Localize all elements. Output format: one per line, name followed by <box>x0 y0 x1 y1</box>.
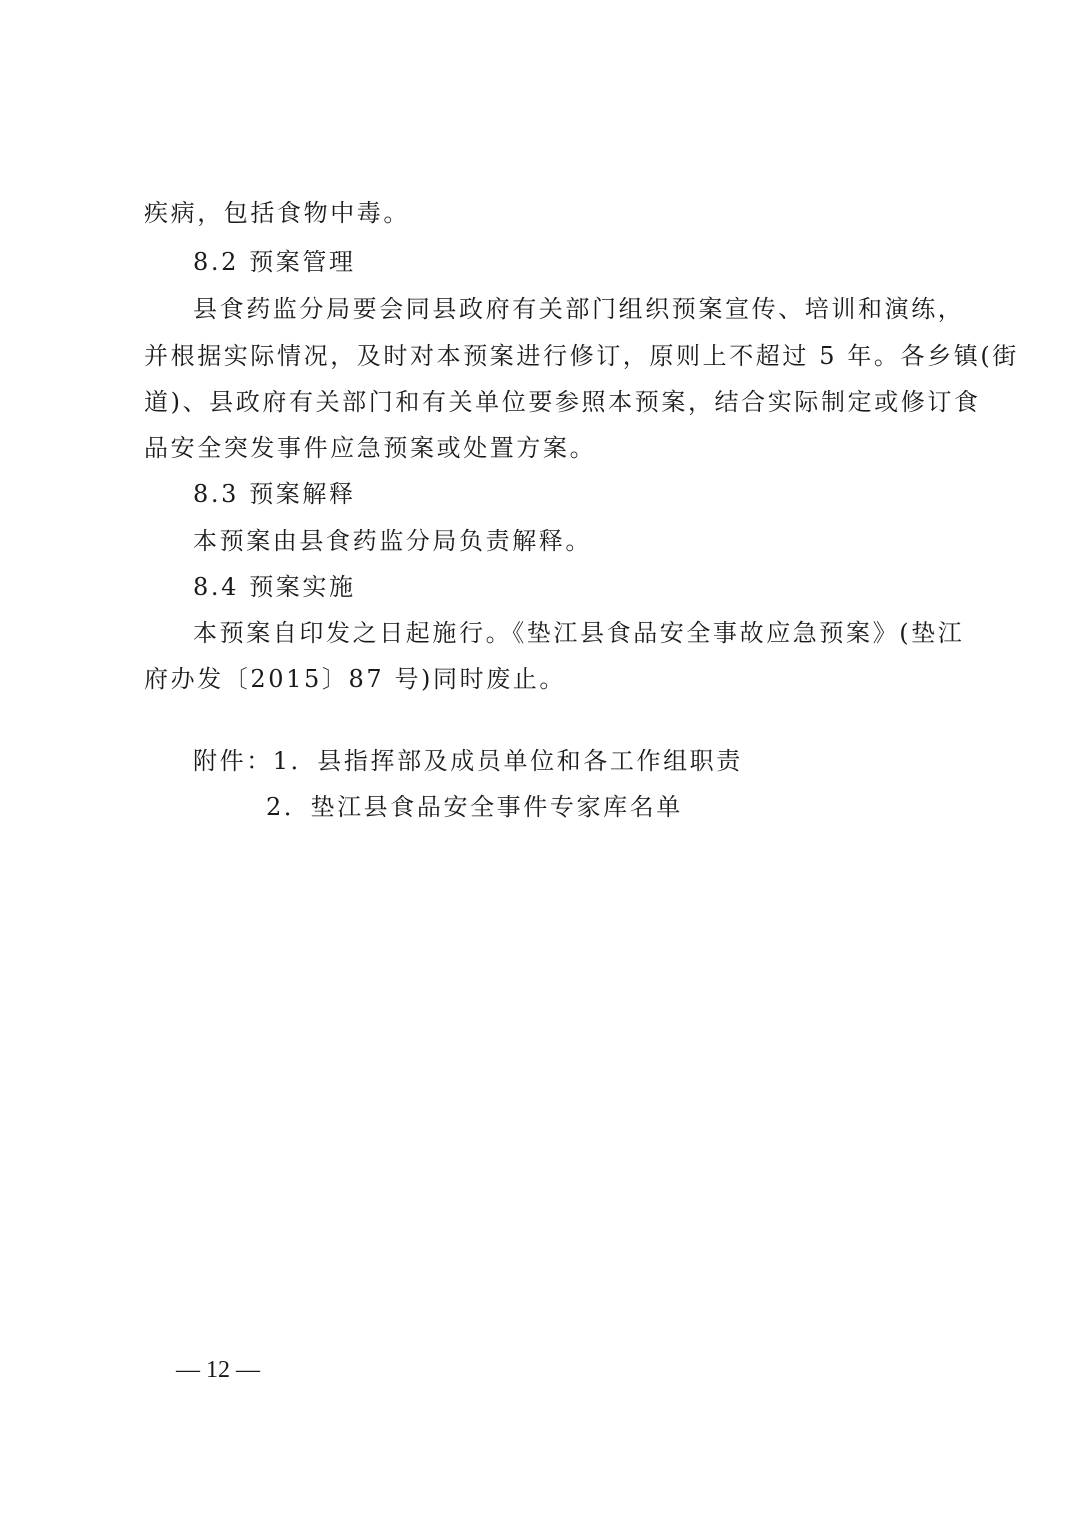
paragraph-8-2-line-2: 并根据实际情况，及时对本预案进行修订，原则上不超过 5 年。各乡镇(街 <box>144 342 1019 370</box>
paragraph-8-2-line-4: 品安全突发事件应急预案或处置方案。 <box>144 434 597 462</box>
section-heading-8-4: 8.4 预案实施 <box>193 573 356 601</box>
page-number: — 12 — <box>176 1357 260 1383</box>
attachment-item-2: 2．垫江县食品安全事件专家库名单 <box>266 793 683 821</box>
paragraph-8-3: 本预案由县食药监分局负责解释。 <box>193 527 592 555</box>
section-heading-8-2: 8.2 预案管理 <box>193 248 356 276</box>
attachment-item-1: 附件：1．县指挥部及成员单位和各工作组职责 <box>193 747 743 775</box>
section-heading-8-3: 8.3 预案解释 <box>193 480 356 508</box>
paragraph-8-4-line-1: 本预案自印发之日起施行。《垫江县食品安全事故应急预案》(垫江 <box>193 619 965 647</box>
paragraph-8-2-line-3: 道)、县政府有关部门和有关单位要参照本预案，结合实际制定或修订食 <box>144 388 981 416</box>
paragraph-continuation: 疾病，包括食物中毒。 <box>144 199 410 227</box>
paragraph-8-4-line-2: 府办发〔2015〕87 号)同时废止。 <box>144 665 567 693</box>
paragraph-8-2-line-1: 县食药监分局要会同县政府有关部门组织预案宣传、培训和演练， <box>193 295 965 323</box>
